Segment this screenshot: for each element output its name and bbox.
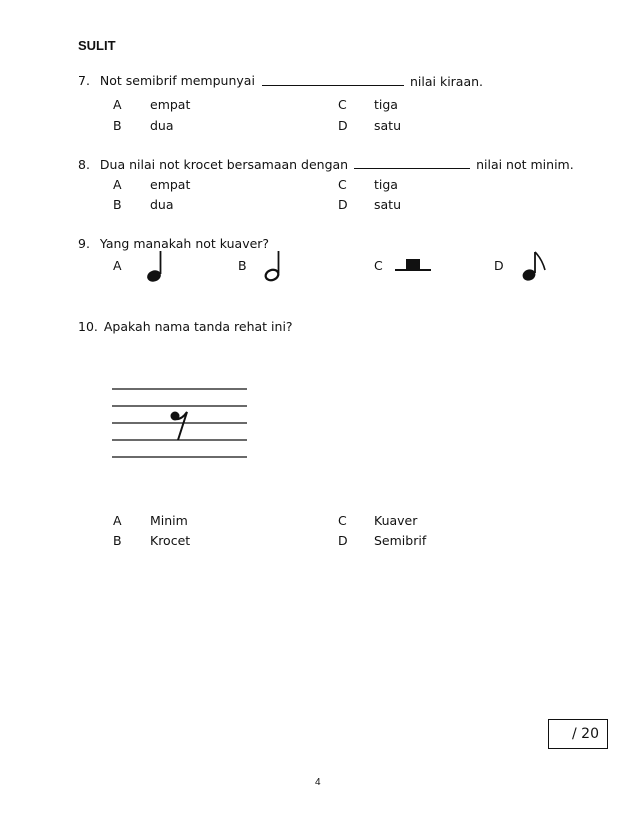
question-number: 9.	[78, 236, 90, 251]
option-text: empat	[150, 177, 191, 192]
option-text: Kuaver	[374, 513, 418, 528]
score-total: / 20	[572, 726, 599, 742]
option-letter: D	[338, 197, 348, 212]
option-letter: B	[113, 118, 122, 133]
question-7	[78, 73, 255, 88]
question-9	[78, 236, 269, 251]
option-text: dua	[150, 197, 174, 212]
option-letter: C	[338, 177, 347, 192]
score-box	[548, 719, 608, 749]
option-letter: A	[113, 97, 122, 112]
option-letter: B	[238, 258, 247, 273]
question-number: 7.	[78, 73, 90, 88]
question-text: Not semibrif mempunyai	[99, 73, 255, 88]
option-letter: C	[374, 258, 383, 273]
question-8	[78, 156, 574, 172]
option-text: Semibrif	[374, 533, 427, 548]
answer-blank	[262, 73, 404, 86]
question-text: Yang manakah not kuaver?	[99, 236, 270, 251]
question-text: Apakah nama tanda rehat ini?	[103, 319, 293, 334]
document-header: SULIT	[78, 38, 116, 53]
option-text: Krocet	[150, 533, 191, 548]
question-10	[78, 319, 293, 334]
answer-blank	[354, 156, 470, 169]
crotchet-note-icon	[145, 250, 167, 284]
option-letter: C	[338, 513, 347, 528]
quaver-note-icon	[520, 250, 550, 284]
option-letter: D	[494, 258, 504, 273]
option-text: satu	[374, 118, 401, 133]
quaver-rest-on-staff-icon	[112, 385, 252, 465]
option-letter: B	[113, 197, 122, 212]
option-letter: B	[113, 533, 122, 548]
question-text-end: nilai not minim.	[476, 157, 574, 172]
option-letter: C	[338, 97, 347, 112]
question-text-end: nilai kiraan.	[409, 74, 484, 89]
option-text: tiga	[374, 177, 398, 192]
question-text: Dua nilai not krocet bersamaan dengan	[99, 157, 349, 172]
question-7-blank-line	[262, 73, 483, 89]
option-text: tiga	[374, 97, 398, 112]
option-letter: A	[113, 177, 122, 192]
semibreve-rest-icon	[395, 255, 435, 273]
minim-note-icon	[263, 250, 285, 284]
option-text: Minim	[150, 513, 188, 528]
option-letter: D	[338, 533, 348, 548]
option-letter: D	[338, 118, 348, 133]
page-number: 4	[315, 777, 321, 788]
option-letter: A	[113, 258, 122, 273]
option-text: empat	[150, 97, 191, 112]
option-text: dua	[150, 118, 174, 133]
option-letter: A	[113, 513, 122, 528]
question-number: 8.	[78, 157, 90, 172]
question-number: 10.	[78, 319, 98, 334]
option-text: satu	[374, 197, 401, 212]
